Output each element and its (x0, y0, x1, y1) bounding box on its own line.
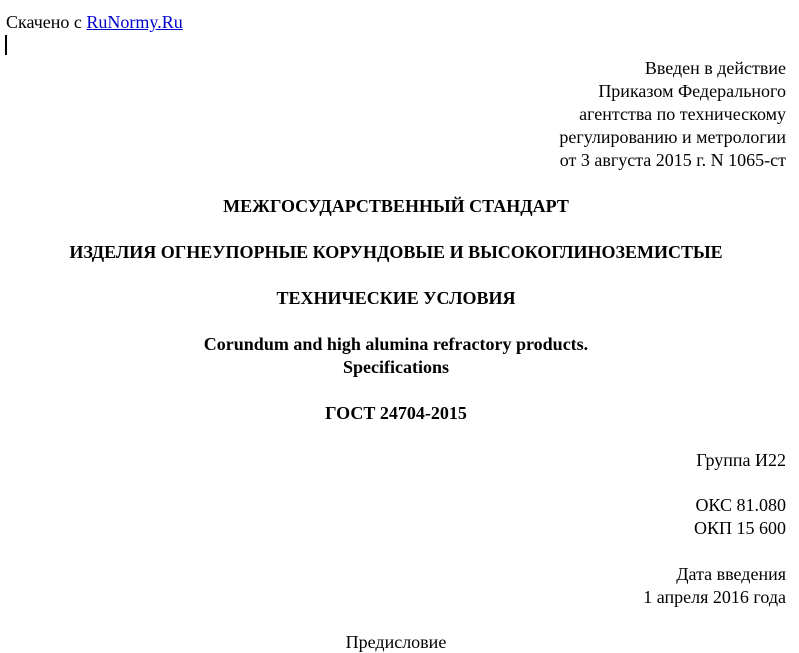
download-source-prefix: Скачено с (6, 12, 82, 32)
english-title-line-1: Corundum and high alumina refractory products. (203, 334, 589, 354)
approval-line-4: регулированию и метрологии (559, 127, 786, 147)
effective-date-value: 1 апреля 2016 года (643, 587, 786, 607)
approval-line-5: от 3 августа 2015 г. N 1065-ст (559, 150, 786, 170)
classification-oks: ОКС 81.080 (695, 495, 786, 515)
runormy-link[interactable]: RuNormy.Ru (86, 12, 183, 32)
foreword-heading: Предисловие (345, 632, 447, 652)
effective-date-label: Дата введения (676, 564, 786, 584)
standard-code: ГОСТ 24704-2015 (325, 403, 467, 423)
english-title-line-2: Specifications (343, 357, 449, 377)
standard-subtitle: ТЕХНИЧЕСКИЕ УСЛОВИЯ (276, 288, 516, 308)
download-source (6, 11, 183, 33)
standard-type: МЕЖГОСУДАРСТВЕННЫЙ СТАНДАРТ (223, 196, 569, 216)
approval-line-3: агентства по техническому (579, 104, 786, 124)
text-cursor (5, 35, 7, 55)
classification-okp: ОКП 15 600 (693, 518, 786, 538)
classification-group: Группа И22 (696, 450, 786, 470)
approval-line-1: Введен в действие (644, 58, 786, 78)
standard-title: ИЗДЕЛИЯ ОГНЕУПОРНЫЕ КОРУНДОВЫЕ И ВЫСОКОГЛИНОЗЕМИСТЫЕ (69, 242, 723, 262)
approval-line-2: Приказом Федерального (598, 81, 786, 101)
